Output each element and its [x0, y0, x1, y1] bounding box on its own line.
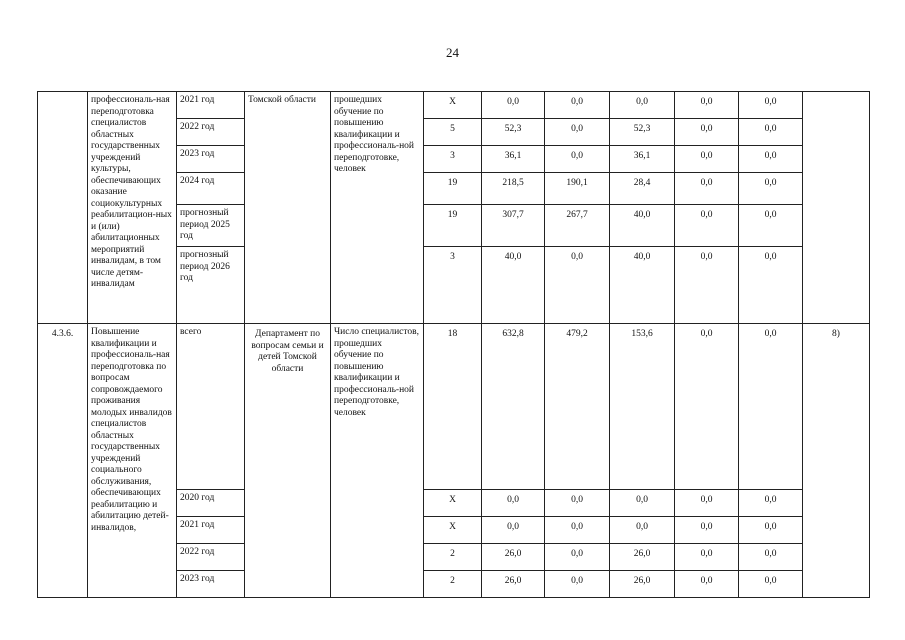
total-cell: 26,0 [482, 544, 545, 571]
federal-cell: 0,0 [545, 92, 610, 119]
local-cell: 0,0 [675, 324, 739, 490]
indicator-value-cell: 2 [424, 571, 482, 598]
table-row [38, 324, 870, 490]
federal-cell: 0,0 [545, 517, 610, 544]
period-cell: 2022 год [177, 119, 245, 146]
other-cell: 0,0 [739, 173, 803, 205]
regional-cell: 36,1 [610, 146, 675, 173]
other-cell: 0,0 [739, 119, 803, 146]
other-cell: 0,0 [739, 247, 803, 324]
total-cell: 632,8 [482, 324, 545, 490]
period-cell: 2024 год [177, 173, 245, 205]
federal-cell: 0,0 [545, 490, 610, 517]
federal-cell: 190,1 [545, 173, 610, 205]
federal-cell: 0,0 [545, 544, 610, 571]
indicator-value-cell: 2 [424, 544, 482, 571]
page-number: 24 [446, 45, 459, 60]
program-table [37, 91, 870, 598]
period-cell: 2021 год [177, 92, 245, 119]
regional-cell: 40,0 [610, 205, 675, 247]
local-cell: 0,0 [675, 173, 739, 205]
local-cell: 0,0 [675, 571, 739, 598]
total-cell: 307,7 [482, 205, 545, 247]
period-cell: прогнозный период 2026 год [177, 247, 245, 324]
regional-cell: 26,0 [610, 544, 675, 571]
indicator-cell: прошедших обучение по повышению квалификации и профессиональ-ной переподготовке, человек [331, 92, 424, 324]
local-cell: 0,0 [675, 119, 739, 146]
indicator-value-cell: X [424, 490, 482, 517]
regional-cell: 153,6 [610, 324, 675, 490]
period-cell: 2021 год [177, 517, 245, 544]
federal-cell: 479,2 [545, 324, 610, 490]
other-cell: 0,0 [739, 517, 803, 544]
item-number-cell [38, 92, 88, 324]
regional-cell: 26,0 [610, 571, 675, 598]
regional-cell: 28,4 [610, 173, 675, 205]
regional-cell: 40,0 [610, 247, 675, 324]
note-cell: 8) [803, 324, 870, 598]
total-cell: 218,5 [482, 173, 545, 205]
total-cell: 26,0 [482, 571, 545, 598]
federal-cell: 0,0 [545, 146, 610, 173]
executor-cell: Департамент по вопросам семьи и детей Томской области [245, 324, 331, 598]
local-cell: 0,0 [675, 92, 739, 119]
period-cell: прогнозный период 2025 год [177, 205, 245, 247]
total-cell: 0,0 [482, 517, 545, 544]
indicator-value-cell: X [424, 517, 482, 544]
other-cell: 0,0 [739, 490, 803, 517]
total-cell: 0,0 [482, 92, 545, 119]
total-cell: 0,0 [482, 490, 545, 517]
period-cell: всего [177, 324, 245, 490]
local-cell: 0,0 [675, 490, 739, 517]
total-cell: 40,0 [482, 247, 545, 324]
federal-cell: 0,0 [545, 571, 610, 598]
federal-cell: 0,0 [545, 247, 610, 324]
period-cell: 2022 год [177, 544, 245, 571]
local-cell: 0,0 [675, 247, 739, 324]
other-cell: 0,0 [739, 324, 803, 490]
regional-cell: 0,0 [610, 92, 675, 119]
regional-cell: 0,0 [610, 517, 675, 544]
regional-cell: 52,3 [610, 119, 675, 146]
federal-cell: 267,7 [545, 205, 610, 247]
federal-cell: 0,0 [545, 119, 610, 146]
regional-cell: 0,0 [610, 490, 675, 517]
local-cell: 0,0 [675, 146, 739, 173]
period-cell: 2023 год [177, 571, 245, 598]
total-cell: 36,1 [482, 146, 545, 173]
indicator-cell: Число специалистов, прошедших обучение по повышению квалификации и профессиональ-ной переподготовке, человек [331, 324, 424, 598]
note-cell [803, 92, 870, 324]
indicator-value-cell: 3 [424, 247, 482, 324]
indicator-value-cell: 19 [424, 205, 482, 247]
period-cell: 2020 год [177, 490, 245, 517]
item-name-cell: Повышение квалификации и профессиональ-ная переподготовка по вопросам сопровождаемого проживания молодых инвалидов специалистов областных государственных учреждений социального обслуживания, обеспечивающих реабилитацию и абилитацию детей-инвалидов, [88, 324, 177, 598]
other-cell: 0,0 [739, 571, 803, 598]
other-cell: 0,0 [739, 205, 803, 247]
indicator-value-cell: 18 [424, 324, 482, 490]
item-name-cell: профессиональ-ная переподготовка специалистов областных государственных учреждений культуры, обеспечивающих оказание социокультурных реабилитацион-ных и (или) абилитационных мероприятий инвалидам, в том числе детям-инвалидам [88, 92, 177, 324]
local-cell: 0,0 [675, 205, 739, 247]
table-row [38, 92, 870, 119]
local-cell: 0,0 [675, 544, 739, 571]
indicator-value-cell: 3 [424, 146, 482, 173]
indicator-value-cell: X [424, 92, 482, 119]
local-cell: 0,0 [675, 517, 739, 544]
executor-cell: Томской области [245, 92, 331, 324]
indicator-value-cell: 19 [424, 173, 482, 205]
item-number-cell: 4.3.6. [38, 324, 88, 598]
other-cell: 0,0 [739, 146, 803, 173]
other-cell: 0,0 [739, 544, 803, 571]
period-cell: 2023 год [177, 146, 245, 173]
total-cell: 52,3 [482, 119, 545, 146]
other-cell: 0,0 [739, 92, 803, 119]
indicator-value-cell: 5 [424, 119, 482, 146]
